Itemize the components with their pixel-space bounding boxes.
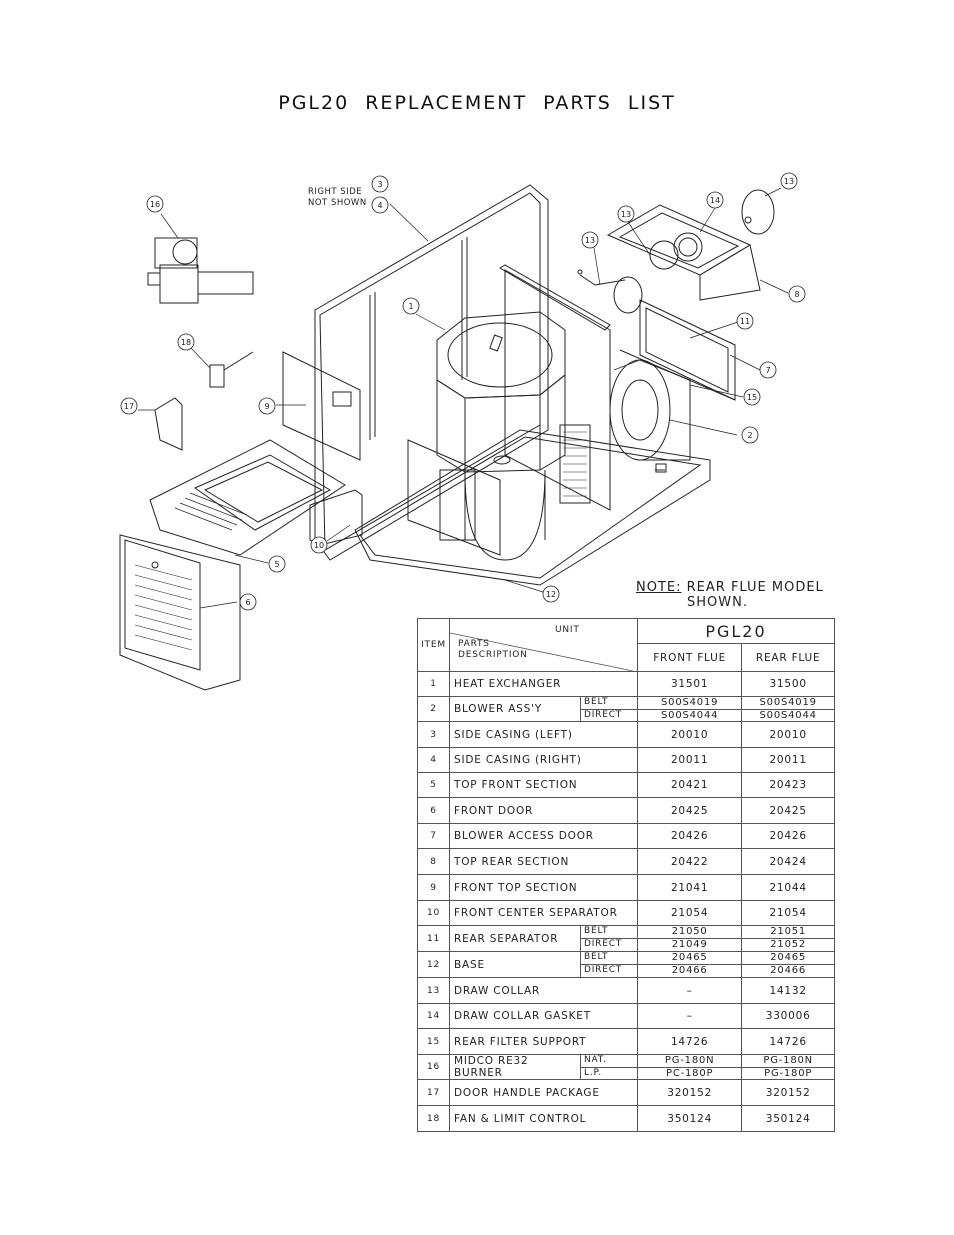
header-item: ITEM (418, 619, 450, 672)
cell-item: 2 (418, 697, 450, 722)
table-row (418, 824, 835, 849)
cell-value: 21052 (742, 938, 834, 951)
cell-description: REAR FILTER SUPPORT (450, 1029, 638, 1055)
cell-value: 21050 (671, 926, 708, 937)
header-description (450, 619, 638, 672)
door-handle (155, 398, 182, 450)
callout-5: 5 (274, 560, 280, 569)
cell-item: 12 (418, 952, 450, 978)
callout-9: 9 (264, 402, 270, 411)
cell-front-flue: 20421 (638, 773, 742, 798)
front-door (120, 535, 240, 690)
cell-front-flue: 320152 (638, 1080, 742, 1106)
cell-description-label: BLOWER ASS'Y (454, 703, 543, 715)
cell-value: PG-180N (763, 1055, 813, 1066)
callout-13b: 13 (620, 210, 632, 219)
table-row (418, 849, 835, 875)
center-panel (500, 265, 610, 510)
cell-description-label: BASE (454, 958, 485, 971)
cell-value: 20466 (742, 964, 834, 977)
table-row (418, 875, 835, 901)
table-row (418, 1029, 835, 1055)
cell-front-flue: 20011 (638, 748, 742, 773)
callout-12: 12 (545, 590, 557, 599)
header-front-flue: FRONT FLUE (638, 644, 742, 672)
cell-front-flue: 14726 (638, 1029, 742, 1055)
cell-front-flue (638, 952, 742, 978)
cell-value: 20466 (638, 964, 741, 977)
callout-8: 8 (794, 290, 800, 299)
cell-value: S00S4019 (759, 697, 817, 708)
cell-description: TOP FRONT SECTION (450, 773, 638, 798)
top-rear-section (608, 190, 774, 300)
table-row (418, 748, 835, 773)
cell-item: 8 (418, 849, 450, 875)
note-text-line2: SHOWN. (687, 595, 748, 610)
cell-variant-label: BELT (584, 926, 609, 936)
cell-description: DRAW COLLAR (450, 978, 638, 1004)
callout-18: 18 (180, 338, 192, 347)
cell-item: 14 (418, 1004, 450, 1029)
cell-value: PG-180N (664, 1055, 715, 1066)
table-row (418, 773, 835, 798)
cell-rear-flue: 20426 (742, 824, 835, 849)
blower-access-door (620, 300, 735, 400)
table-row (418, 697, 835, 722)
cell-value: 21051 (770, 926, 807, 937)
callout-bubbles (121, 173, 805, 610)
table-header-row (418, 619, 835, 644)
cell-description: FRONT TOP SECTION (450, 875, 638, 901)
cell-front-flue: 31501 (638, 672, 742, 697)
cell-variant-label: NAT. (584, 1055, 607, 1065)
cell-item: 1 (418, 672, 450, 697)
cell-variant-label: DIRECT (581, 709, 637, 722)
cell-description-label: MIDCO RE32 BURNER (454, 1055, 529, 1079)
cell-description-label: REAR SEPARATOR (454, 932, 559, 945)
table-row (418, 1106, 835, 1132)
cell-description (450, 1055, 638, 1080)
cell-front-flue: 20010 (638, 722, 742, 748)
callout-13a: 13 (783, 177, 795, 186)
table-row (418, 952, 835, 978)
cell-item: 3 (418, 722, 450, 748)
cell-value: S00S4044 (638, 709, 741, 722)
cell-rear-flue: 320152 (742, 1080, 835, 1106)
cell-description: DOOR HANDLE PACKAGE (450, 1080, 638, 1106)
note (636, 580, 824, 610)
cell-value: 20465 (671, 952, 708, 963)
cell-item: 13 (418, 978, 450, 1004)
cell-rear-flue: 14726 (742, 1029, 835, 1055)
cell-description: FRONT DOOR (450, 798, 638, 824)
cell-item: 5 (418, 773, 450, 798)
cell-description: HEAT EXCHANGER (450, 672, 638, 697)
callout-13c: 13 (584, 236, 596, 245)
cell-rear-flue (742, 952, 835, 978)
cell-front-flue: 350124 (638, 1106, 742, 1132)
cell-rear-flue (742, 1055, 835, 1080)
cell-item: 18 (418, 1106, 450, 1132)
parts-table (417, 618, 835, 1132)
cell-description: FAN & LIMIT CONTROL (450, 1106, 638, 1132)
cell-value: 20465 (770, 952, 807, 963)
cell-item: 17 (418, 1080, 450, 1106)
cell-rear-flue: 20424 (742, 849, 835, 875)
callout-7: 7 (765, 366, 771, 375)
cell-front-flue: 20425 (638, 798, 742, 824)
callout-2: 2 (747, 431, 753, 440)
cell-rear-flue: 21054 (742, 901, 835, 926)
header-rear-flue: REAR FLUE (742, 644, 835, 672)
cell-description (450, 926, 638, 952)
cell-value: S00S4044 (742, 709, 834, 722)
cell-rear-flue: 21044 (742, 875, 835, 901)
cell-rear-flue: 31500 (742, 672, 835, 697)
callout-16: 16 (149, 200, 161, 209)
cell-description: DRAW COLLAR GASKET (450, 1004, 638, 1029)
cell-item: 11 (418, 926, 450, 952)
callout-11: 11 (739, 317, 751, 326)
cell-rear-flue (742, 697, 835, 722)
cell-description: BLOWER ACCESS DOOR (450, 824, 638, 849)
header-desc: DESCRIPTION (458, 650, 528, 660)
cell-front-flue: 20422 (638, 849, 742, 875)
cell-item: 4 (418, 748, 450, 773)
cell-item: 10 (418, 901, 450, 926)
callout-3: 3 (377, 180, 383, 189)
right-side-note-line2: NOT SHOWN (308, 198, 367, 208)
cell-front-flue (638, 1055, 742, 1080)
cell-variant-label: L.P. (581, 1067, 637, 1080)
callout-6: 6 (245, 598, 251, 607)
cell-value: PC-180P (638, 1067, 741, 1080)
cell-front-flue: 21041 (638, 875, 742, 901)
cell-description: SIDE CASING (LEFT) (450, 722, 638, 748)
cell-item: 15 (418, 1029, 450, 1055)
front-lower-panel (310, 440, 500, 555)
note-text-line1: REAR FLUE MODEL (686, 580, 824, 595)
cell-item: 16 (418, 1055, 450, 1080)
draw-collar (578, 270, 642, 313)
fan-limit-control (210, 352, 253, 387)
table-row (418, 1080, 835, 1106)
burner (148, 238, 253, 303)
callout-15: 15 (746, 393, 758, 402)
table-row (418, 978, 835, 1004)
right-side-note-line1: RIGHT SIDE (308, 187, 363, 197)
callout-1: 1 (408, 302, 414, 311)
table-row (418, 926, 835, 952)
cell-front-flue: – (638, 1004, 742, 1029)
callout-14: 14 (709, 196, 721, 205)
cell-front-flue: 20426 (638, 824, 742, 849)
cell-rear-flue: 330006 (742, 1004, 835, 1029)
table-row (418, 722, 835, 748)
callout-17: 17 (123, 402, 135, 411)
cell-variant-label: BELT (584, 697, 609, 707)
heat-exchanger (437, 312, 590, 560)
cell-value: S00S4019 (661, 697, 719, 708)
cell-variant-label: DIRECT (581, 964, 637, 977)
cell-front-flue (638, 697, 742, 722)
note-label: NOTE: (636, 580, 682, 595)
cell-item: 6 (418, 798, 450, 824)
header-unit: UNIT (555, 625, 580, 635)
callout-10: 10 (313, 541, 325, 550)
table-row (418, 798, 835, 824)
header-model: PGL20 (638, 619, 835, 644)
cell-description: SIDE CASING (RIGHT) (450, 748, 638, 773)
cell-description (450, 952, 638, 978)
side-casing-panel (315, 185, 548, 560)
cell-value: PG-180P (742, 1067, 834, 1080)
table-row (418, 1004, 835, 1029)
cell-front-flue: 21054 (638, 901, 742, 926)
cell-variant-label: BELT (584, 952, 609, 962)
cell-description: TOP REAR SECTION (450, 849, 638, 875)
header-parts: PARTS (458, 639, 490, 649)
table-row (418, 901, 835, 926)
cell-front-flue: – (638, 978, 742, 1004)
table-row (418, 1055, 835, 1080)
cell-item: 7 (418, 824, 450, 849)
cell-rear-flue: 20423 (742, 773, 835, 798)
cell-rear-flue: 20010 (742, 722, 835, 748)
cell-value: 21049 (638, 938, 741, 951)
cell-description: FRONT CENTER SEPARATOR (450, 901, 638, 926)
callout-4: 4 (377, 201, 383, 210)
cell-front-flue (638, 926, 742, 952)
cell-rear-flue: 20011 (742, 748, 835, 773)
cell-rear-flue: 350124 (742, 1106, 835, 1132)
cell-item: 9 (418, 875, 450, 901)
cell-description (450, 697, 638, 722)
cell-rear-flue: 20425 (742, 798, 835, 824)
cell-variant-label: DIRECT (581, 938, 637, 951)
page-title: PGL20 REPLACEMENT PARTS LIST (278, 92, 676, 114)
table-row (418, 672, 835, 697)
cell-rear-flue: 14132 (742, 978, 835, 1004)
cell-rear-flue (742, 926, 835, 952)
